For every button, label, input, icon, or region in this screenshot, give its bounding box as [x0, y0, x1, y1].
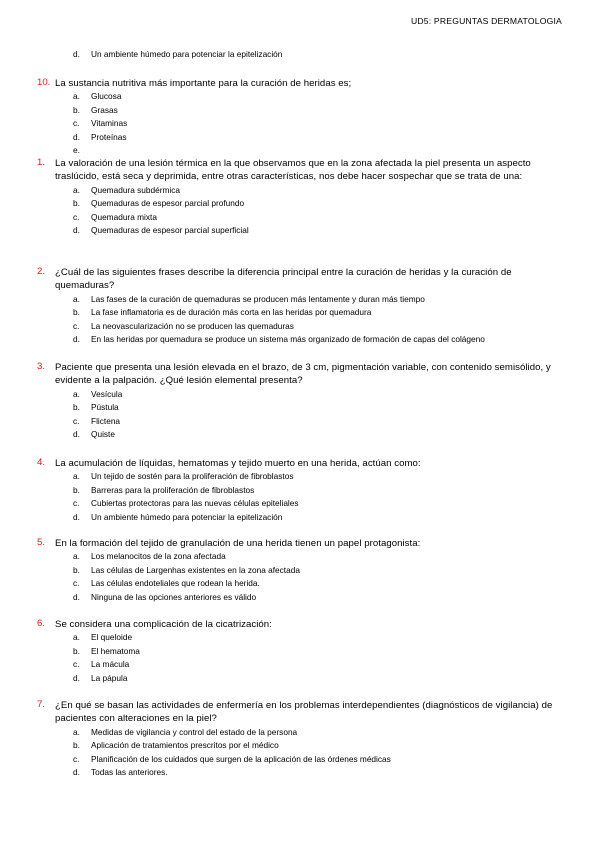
question-number: 10.: [37, 77, 51, 88]
option-item: [38, 739, 563, 753]
option-text: Vitaminas: [91, 118, 128, 129]
option-letter: b.: [73, 484, 80, 495]
option-item: [38, 104, 563, 118]
question-block: [38, 699, 563, 780]
option-text: Proteínas: [91, 131, 127, 142]
question-block: [38, 457, 563, 524]
option-text: El hematoma: [91, 645, 140, 656]
option-letter: e.: [73, 145, 80, 156]
option-item: [38, 415, 563, 429]
option-text: Planificación de los cuidados que surgen de la aplicación de las órdenes médicas: [91, 753, 391, 764]
option-item: [38, 131, 563, 145]
option-text: Las células endoteliales que rodean la herida.: [91, 578, 260, 589]
question-number: 1.: [37, 157, 46, 168]
option-letter: c.: [73, 415, 80, 426]
option-text: Aplicación de tratamientos prescritos por el médico: [91, 740, 279, 751]
option-item: [38, 293, 563, 307]
option-text: La pápula: [91, 672, 128, 683]
option-text: Flictena: [91, 415, 121, 426]
option-item: [38, 645, 563, 659]
option-letter: b.: [73, 104, 80, 115]
option-text: Quiste: [91, 429, 115, 440]
option-letter: b.: [73, 307, 80, 318]
question-block: [38, 537, 563, 604]
question-text: ¿En qué se basan las actividades de enfermería en los problemas interdependientes (diagnósticos de vigilancia) de pacientes con alteraciones en la piel?: [55, 700, 553, 725]
option-item: [38, 577, 563, 591]
option-letter: b.: [73, 402, 80, 413]
question-text: La valoración de una lesión térmica en la que observamos que en la zona afectada la piel presenta un aspecto traslúcido, está seca y deprimida, entre otras características, nos debe hacer sospechar que se trata de una:: [55, 158, 531, 183]
option-text: Vesícula: [91, 388, 123, 399]
option-item: [38, 753, 563, 767]
option-letter: b.: [73, 645, 80, 656]
question-block: [38, 618, 563, 685]
option-letter: d.: [73, 767, 80, 778]
option-text: Las fases de la curación de quemaduras se producen más lentamente y duran más tiempo: [91, 293, 425, 304]
option-text: Quemaduras de espesor parcial profundo: [91, 198, 245, 209]
option-letter: a.: [73, 471, 80, 482]
option-text: Cubiertas protectoras para las nuevas células epiteliales: [91, 498, 299, 509]
option-text: Barreras para la proliferación de fibroblastos: [91, 484, 255, 495]
option-letter: a.: [73, 726, 80, 737]
option-letter: c.: [73, 320, 80, 331]
question-number: 2.: [37, 266, 46, 277]
question-number: 3.: [37, 361, 46, 372]
option-text: Quemadura subdérmica: [91, 184, 181, 195]
option-text: La mácula: [91, 659, 130, 670]
option-item: [38, 484, 563, 498]
option-letter: c.: [73, 659, 80, 670]
option-letter: c.: [73, 498, 80, 509]
option-text: El queloide: [91, 632, 133, 643]
options-list: [38, 726, 563, 780]
option-letter: c.: [73, 118, 80, 129]
document-header: UD5: PREGUNTAS DERMATOLOGIA: [410, 16, 562, 26]
option-letter: b.: [73, 740, 80, 751]
option-letter: d.: [73, 225, 80, 236]
question-text: La sustancia nutritiva más importante para la curación de heridas es;: [55, 78, 352, 89]
option-text: Quemaduras de espesor parcial superficial: [91, 225, 249, 236]
option-text: Un tejido de sostén para la proliferación de fibroblastos: [91, 471, 294, 482]
option-item: [38, 401, 563, 415]
option-letter: a.: [73, 388, 80, 399]
option-text: Ninguna de las opciones anteriores es válido: [91, 591, 257, 602]
question-block: [38, 361, 563, 442]
option-item: [38, 388, 563, 402]
option-item: [38, 90, 563, 104]
option-item: [38, 117, 563, 131]
option-item: [38, 511, 563, 525]
question-block: [38, 157, 563, 238]
option-item: [38, 497, 563, 511]
option-item: [38, 550, 563, 564]
option-letter: a.: [73, 632, 80, 643]
option-item: [38, 672, 563, 686]
option-letter: b.: [73, 198, 80, 209]
question-text: La acumulación de líquidas, hematomas y tejido muerto en una herida, actúan como:: [55, 458, 421, 469]
option-letter: c.: [73, 753, 80, 764]
option-item: [38, 211, 563, 225]
option-letter: d.: [73, 511, 80, 522]
options-list: [38, 550, 563, 604]
question-number: 6.: [37, 618, 46, 629]
carryover-option: [38, 48, 563, 62]
option-text: La neovascularización no se producen las quemaduras: [91, 320, 294, 331]
option-item: [38, 144, 563, 158]
question-block: [38, 77, 563, 158]
question-text: Se considera una complicación de la cicatrización:: [55, 619, 272, 630]
options-list: [38, 90, 563, 158]
option-letter: b.: [73, 564, 80, 575]
options-list: [38, 388, 563, 442]
question-number: 7.: [37, 699, 46, 710]
option-letter: a.: [73, 184, 80, 195]
option-text: Los melanocitos de la zona afectada: [91, 551, 226, 562]
option-letter: c.: [73, 578, 80, 589]
option-item: [38, 197, 563, 211]
option-text: En las heridas por quemadura se produce un sistema más organizado de formación de capas del colágeno: [91, 334, 485, 345]
option-letter: a.: [73, 91, 80, 102]
option-text: Todas las anteriores.: [91, 767, 168, 778]
question-block: [38, 266, 563, 347]
option-text: Quemadura mixta: [91, 211, 157, 222]
question-text: ¿Cuál de las siguientes frases describe la diferencia principal entre la curación de heridas y la curación de quemaduras?: [55, 267, 512, 292]
option-item: [38, 48, 563, 62]
option-item: [38, 333, 563, 347]
option-item: [38, 726, 563, 740]
option-text: Un ambiente húmedo para potenciar la epitelización: [91, 511, 283, 522]
option-text: Glucosa: [91, 91, 122, 102]
option-text: Pústula: [91, 402, 119, 413]
options-list: [38, 184, 563, 238]
option-text: Un ambiente húmedo para potenciar la epitelización: [91, 49, 283, 59]
options-list: [38, 470, 563, 524]
option-letter: d.: [73, 591, 80, 602]
option-letter: a.: [73, 551, 80, 562]
option-letter: c.: [73, 211, 80, 222]
option-item: [38, 591, 563, 605]
option-letter: d.: [73, 131, 80, 142]
question-text: Paciente que presenta una lesión elevada en el brazo, de 3 cm, pigmentación variable, con contenido semisólido, y evidente a la palpación. ¿Qué lesión elemental presenta?: [55, 362, 551, 387]
question-text: En la formación del tejido de granulación de una herida tienen un papel protagonista:: [55, 538, 421, 549]
option-item: [38, 766, 563, 780]
option-item: [38, 306, 563, 320]
option-letter: d.: [73, 429, 80, 440]
options-list: [38, 631, 563, 685]
option-item: [38, 631, 563, 645]
option-letter: d.: [73, 49, 80, 59]
option-item: [38, 564, 563, 578]
option-item: [38, 428, 563, 442]
option-text: Grasas: [91, 104, 118, 115]
option-letter: a.: [73, 293, 80, 304]
option-item: [38, 470, 563, 484]
question-number: 5.: [37, 537, 46, 548]
options-list: [38, 293, 563, 347]
option-item: [38, 320, 563, 334]
option-text: Las células de Largenhas existentes en la zona afectada: [91, 564, 300, 575]
option-text: La fase inflamatoria es de duración más corta en las heridas por quemadura: [91, 307, 372, 318]
option-letter: d.: [73, 334, 80, 345]
option-item: [38, 184, 563, 198]
option-item: [38, 224, 563, 238]
option-letter: d.: [73, 672, 80, 683]
option-item: [38, 658, 563, 672]
option-text: Medidas de vigilancia y control del estado de la persona: [91, 726, 298, 737]
question-number: 4.: [37, 457, 46, 468]
